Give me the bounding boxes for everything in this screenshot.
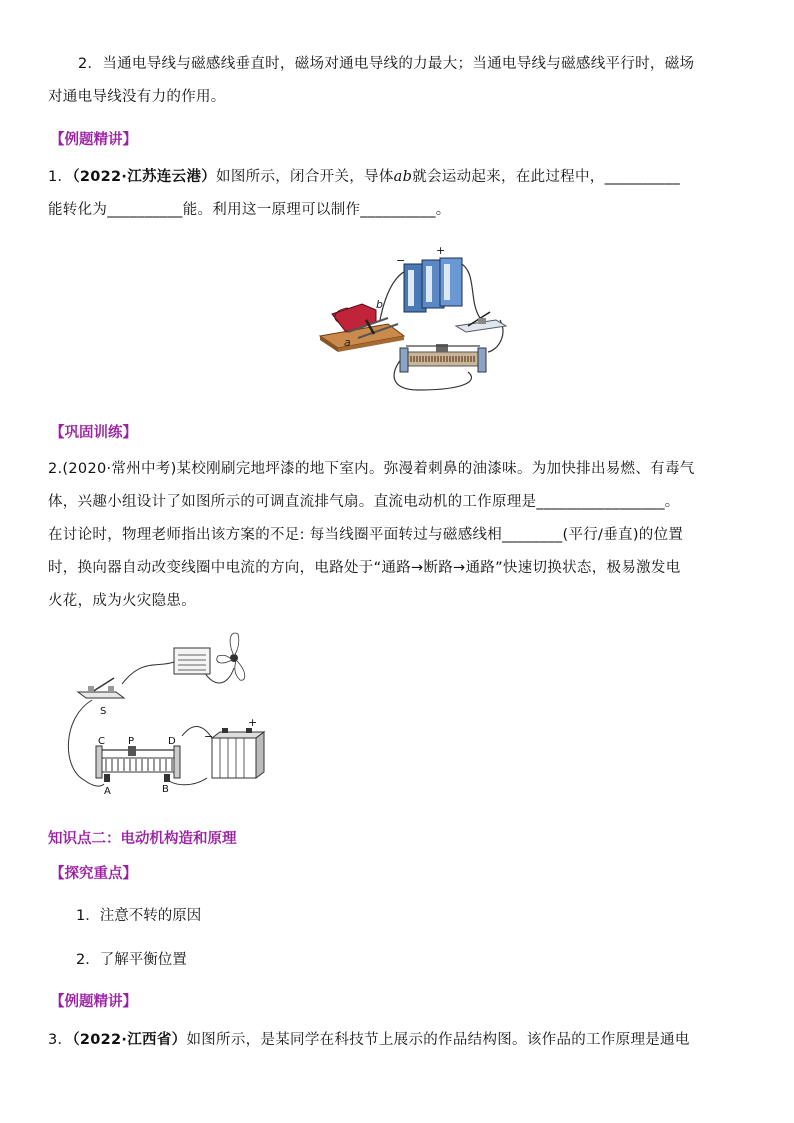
explore-item-2: 2．了解平衡位置: [76, 952, 187, 968]
top-paragraph: [48, 48, 748, 114]
fig2-label-d: D: [168, 736, 176, 747]
q1-text-a: 如图所示，闭合开关，导体: [216, 169, 394, 185]
q1-text-b: 就会运动起来，在此过程中，__________: [412, 169, 681, 185]
switch-s-icon: [78, 678, 124, 698]
q1-source: （2022·江苏连云港）: [72, 169, 217, 185]
rule-line-1: 2．当通电导线与磁感线垂直时，磁场对通电导线的力最大；当通电导线与磁感线平行时，磁场: [78, 56, 695, 72]
rule-line-2: 对通电导线没有力的作用。: [48, 89, 226, 105]
rheostat-icon: [96, 746, 180, 782]
fig1-plus: +: [436, 244, 446, 257]
question-2: [48, 453, 748, 618]
battery-icon: [404, 258, 462, 312]
rheostat-icon: [400, 344, 486, 372]
q2-line-1: 2.(2020·常州中考)某校刚刷完地坪漆的地下室内。弥漫着刺鼻的油漆味。为加快排出易燃、有毒气: [48, 461, 695, 477]
fig1-label-a: a: [344, 336, 351, 349]
q1-number: 1．: [48, 169, 73, 185]
section-heading-explore: 【探究重点】: [50, 866, 137, 882]
explore-item-1: 1．注意不转的原因: [76, 908, 202, 924]
q3-text: 如图所示，是某同学在科技节上展示的作品结构图。该作品的工作原理是通电: [186, 1032, 690, 1048]
q2-line-2: 体，兴趣小组设计了如图所示的可调直流排气扇。直流电动机的工作原理是_________________。: [48, 494, 680, 510]
knowledge-point-2-title: 知识点二：电动机构造和原理: [48, 831, 237, 847]
q2-line-4: 时，换向器自动改变线圈中电流的方向，电路处于“通路→断路→通路”快速切换状态，极易激发电: [48, 560, 681, 576]
fig2-label-c: C: [98, 736, 105, 747]
fig2-minus: −: [204, 730, 214, 743]
question-1: [48, 161, 748, 227]
motor-icon: [174, 648, 210, 674]
section-heading-example-2: 【例题精讲】: [50, 994, 137, 1010]
fan-icon: [217, 633, 245, 680]
q1-var: ab: [393, 169, 413, 185]
fig2-label-s: S: [100, 706, 107, 717]
fig2-label-a: A: [104, 786, 111, 797]
fig2-label-b: B: [162, 784, 169, 795]
fig2-label-p: P: [128, 736, 135, 747]
q3-number: 3．: [48, 1032, 73, 1048]
section-heading-practice: 【巩固训练】: [50, 425, 137, 441]
battery-icon: [212, 728, 264, 778]
fig2-plus: +: [248, 716, 258, 729]
section-heading-example: 【例题精讲】: [50, 132, 137, 148]
q1-line-2: 能转化为__________能。利用这一原理可以制作__________。: [48, 202, 451, 218]
q2-line-3: 在讨论时，物理老师指出该方案的不足: 每当线圈平面转过与磁感线相________(平行/垂直)的位置: [48, 527, 684, 543]
switch-icon: [456, 312, 506, 332]
q2-line-5: 火花，成为火灾隐患。: [48, 593, 196, 609]
question-3: [48, 1024, 748, 1057]
figure-2-fan-circuit: [62, 628, 272, 800]
fig1-label-b: b: [376, 298, 383, 311]
figure-1-motor-circuit: [318, 240, 508, 392]
fig1-minus: −: [396, 254, 406, 267]
q3-source: （2022·江西省）: [72, 1032, 187, 1048]
